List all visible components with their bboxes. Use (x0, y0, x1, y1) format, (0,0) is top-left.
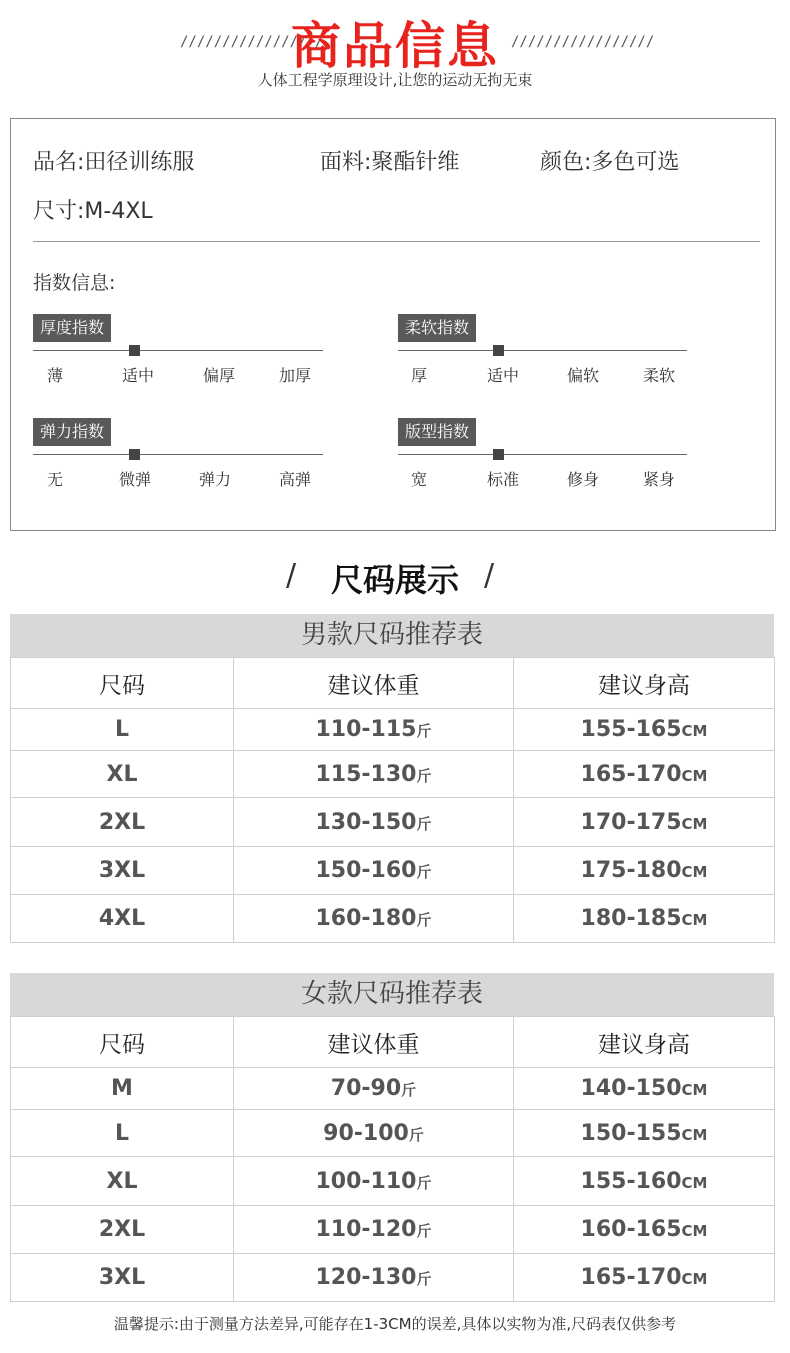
header-height: 建议身高 (514, 658, 775, 709)
header-height: 建议身高 (514, 1017, 775, 1068)
height-cell: 140-150CM (514, 1068, 775, 1110)
height-cell: 150-155CM (514, 1110, 775, 1157)
men-table-caption: 男款尺码推荐表 (10, 614, 774, 657)
height-cell: 180-185CM (514, 895, 775, 943)
weight-cell: 120-130斤 (234, 1254, 514, 1302)
header-weight: 建议体重 (234, 1017, 514, 1068)
softness-index-label: 柔软指数 (398, 314, 476, 342)
table-row (11, 1068, 775, 1110)
softness-option: 适中 (486, 366, 519, 385)
table-row (11, 847, 775, 895)
size-cell: M (11, 1068, 234, 1110)
weight-cell: 130-150斤 (234, 798, 514, 847)
elasticity-option: 无 (46, 470, 63, 489)
table-row (11, 1157, 775, 1206)
height-cell: 160-165CM (514, 1206, 775, 1254)
softness-index-marker (493, 345, 504, 356)
height-cell: 165-170CM (514, 1254, 775, 1302)
fit-option: 紧身 (642, 470, 675, 489)
table-header-row (11, 1017, 775, 1068)
height-cell: 155-165CM (514, 709, 775, 751)
info-divider (33, 241, 760, 242)
header-right-decoration: ///////////////// (511, 34, 655, 50)
elasticity-option: 高弹 (278, 470, 311, 489)
elasticity-index-track (33, 454, 323, 455)
size-cell: 3XL (11, 1254, 234, 1302)
height-cell: 155-160CM (514, 1157, 775, 1206)
height-cell: 170-175CM (514, 798, 775, 847)
weight-cell: 110-115斤 (234, 709, 514, 751)
size-cell: 3XL (11, 847, 234, 895)
header-left-decoration: ///////////////// (180, 34, 324, 50)
elasticity-option: 微弹 (118, 470, 151, 489)
fit-index-marker (493, 449, 504, 460)
header-size: 尺码 (11, 658, 234, 709)
men-size-table (10, 614, 774, 943)
page-subtitle: 人体工程学原理设计,让您的运动无拘无束 (257, 71, 533, 89)
table-row (11, 895, 775, 943)
women-size-table (10, 973, 774, 1302)
index-section-title: 指数信息: (33, 272, 116, 294)
softness-index-track (398, 350, 687, 351)
table-row (11, 1110, 775, 1157)
weight-cell: 115-130斤 (234, 751, 514, 798)
header-size: 尺码 (11, 1017, 234, 1068)
size-cell: 2XL (11, 1206, 234, 1254)
size-cell: XL (11, 1157, 234, 1206)
page-title: 商品信息 (291, 17, 499, 75)
product-fabric: 面料:聚酯针维 (320, 150, 460, 175)
table-row (11, 751, 775, 798)
fit-option: 修身 (566, 470, 599, 489)
product-name: 品名:田径训练服 (33, 150, 195, 175)
women-table-caption: 女款尺码推荐表 (10, 973, 774, 1016)
table-row (11, 709, 775, 751)
thickness-option: 薄 (46, 366, 63, 385)
thickness-index-track (33, 350, 323, 351)
product-color: 颜色:多色可选 (540, 150, 680, 175)
thickness-index-label: 厚度指数 (33, 314, 111, 342)
fit-index-label: 版型指数 (398, 418, 476, 446)
softness-option: 偏软 (566, 366, 599, 385)
weight-cell: 160-180斤 (234, 895, 514, 943)
weight-cell: 90-100斤 (234, 1110, 514, 1157)
fit-option: 标准 (486, 470, 519, 489)
size-cell: L (11, 1110, 234, 1157)
thickness-option: 适中 (121, 366, 154, 385)
table-row (11, 798, 775, 847)
elasticity-index-marker (129, 449, 140, 460)
thickness-option: 偏厚 (202, 366, 235, 385)
thickness-index-marker (129, 345, 140, 356)
size-section-title: 尺码展示 (330, 561, 459, 599)
weight-cell: 150-160斤 (234, 847, 514, 895)
size-cell: 4XL (11, 895, 234, 943)
weight-cell: 110-120斤 (234, 1206, 514, 1254)
table-row (11, 1206, 775, 1254)
footer-note: 温馨提示:由于测量方法差异,可能存在1-3CM的误差,具体以实物为准,尺码表仅供参考 (113, 1315, 677, 1333)
elasticity-option: 弹力 (198, 470, 231, 489)
header-weight: 建议体重 (234, 658, 514, 709)
product-size: 尺寸:M-4XL (33, 199, 153, 224)
size-section-left-slash: / (286, 558, 297, 593)
weight-cell: 70-90斤 (234, 1068, 514, 1110)
height-cell: 165-170CM (514, 751, 775, 798)
table-row (11, 1254, 775, 1302)
softness-option: 厚 (410, 366, 427, 385)
size-cell: 2XL (11, 798, 234, 847)
table-header-row (11, 658, 775, 709)
elasticity-index-label: 弹力指数 (33, 418, 111, 446)
height-cell: 175-180CM (514, 847, 775, 895)
fit-index-track (398, 454, 687, 455)
size-cell: L (11, 709, 234, 751)
fit-option: 宽 (410, 470, 427, 489)
thickness-option: 加厚 (278, 366, 311, 385)
softness-option: 柔软 (642, 366, 675, 385)
weight-cell: 100-110斤 (234, 1157, 514, 1206)
size-cell: XL (11, 751, 234, 798)
size-section-right-slash: / (484, 558, 495, 593)
